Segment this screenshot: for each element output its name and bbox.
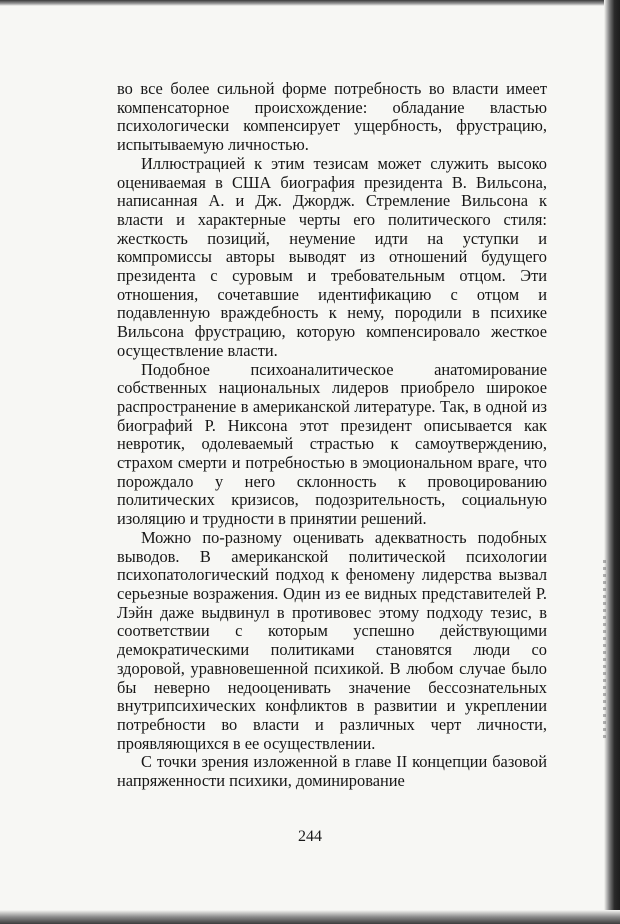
scan-binding-edge <box>604 0 620 924</box>
paragraph-lane: Можно по-разному оценивать адекватность подобных выводов. В американской политической психологии психопатологический подход к феномену лидерства вызвал серьезные возражения. Один из ее видных представителей Р. Лэйн даже выдвинул в противовес этому подходу тезис, в соответствии с которым успешно действующими демократическими политиками становятся люди со здоровой, уравновешенной психикой. В любом случае было бы неверно недооценивать значение бессознательных внутрипсихических конфликтов в развитии и укреплении потребности во власти и различных черт личности, проявляющихся в ее осуществлении. <box>117 527 547 753</box>
scan-top-edge <box>0 0 620 6</box>
paragraph-wilson: Иллюстрацией к этим тезисам может служить высоко оцениваемая в США биография президента В. Вильсона, написанная А. и Дж. Джордж. Стремление Вильсона к власти и характерные черты его политического стиля: жесткость позиций, неумение идти на уступки и компромиссы авторы выводят из отношений будущего президента с суровым и требовательным отцом. Эти отношения, сочетавшие идентификацию с отцом и подавленную враждебность к нему, породили в психике Вильсона фрустрацию, которую компенсировало жесткое осуществление власти. <box>117 153 547 360</box>
scan-edge-speckle <box>603 560 606 740</box>
paragraph-nixon: Подобное психоаналитическое анатомирование собственных национальных лидеров приобрело широкое распространение в американской литературе. Так, в одной из биографий Р. Никсона этот президент описывается как невротик, одолеваемый страстью к самоутверждению, страхом смерти и потребностью в эмоциональном враге, что порождало у него склонность к провоцированию политических кризисов, подозрительность, социальную изоляцию и трудности в принятии решений. <box>117 359 547 529</box>
paragraph-continuation: во все более сильной форме потребность во власти имеет компенсаторное происхождение: обладание властью психологически компенсирует ущербность, фрустрацию, испытываемую личностью. <box>117 79 547 155</box>
scan-bottom-edge <box>0 910 620 924</box>
body-text <box>117 80 547 791</box>
paragraph-chapter-two: С точки зрения изложенной в главе II концепции базовой напряженности психики, доминирование <box>117 752 547 791</box>
page-number: 244 <box>298 828 322 845</box>
